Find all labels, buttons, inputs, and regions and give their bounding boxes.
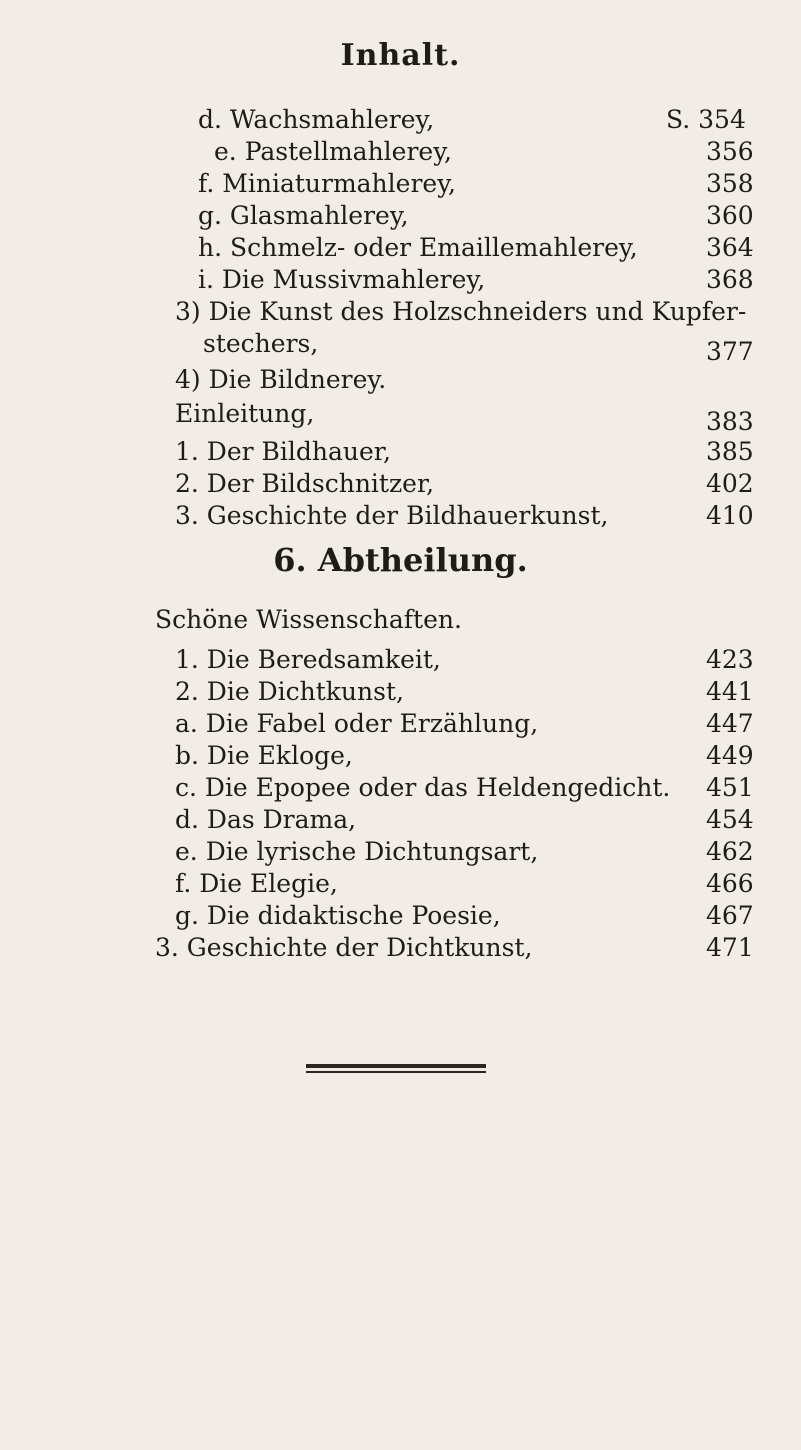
toc-entry: [0, 436, 801, 468]
toc-entry-page: 368: [706, 265, 754, 294]
toc-entry: [0, 868, 801, 900]
toc-entry-page: 410: [706, 501, 754, 530]
toc-entry-label: c. Die Epopee oder das Heldengedicht.: [175, 773, 671, 802]
toc-entry-page: 462: [706, 837, 754, 866]
toc-entry-page: 377: [706, 337, 754, 366]
ornamental-divider: [306, 1064, 486, 1068]
toc-entry-page: 447: [706, 709, 754, 738]
toc-entry: [0, 296, 801, 328]
toc-entry: [0, 364, 801, 396]
toc-entry-page: 467: [706, 901, 754, 930]
toc-entry: [0, 836, 801, 868]
toc-entry: [0, 468, 801, 500]
toc-entry-label: stechers,: [203, 329, 319, 358]
section-subheading-row: [0, 604, 801, 636]
toc-entry: [0, 644, 801, 676]
toc-entry: [0, 500, 801, 532]
toc-entry-page: 423: [706, 645, 754, 674]
toc-entry-page: 441: [706, 677, 754, 706]
toc-entry-page: 356: [706, 137, 754, 166]
toc-entry-label: g. Die didaktische Poesie,: [175, 901, 501, 930]
toc-entry-page: 385: [706, 437, 754, 466]
toc-entry-label: 1. Die Beredsamkeit,: [175, 645, 441, 674]
toc-entry-page: 454: [706, 805, 754, 834]
toc-entry: [0, 168, 801, 200]
toc-entry: [0, 900, 801, 932]
toc-entry: [0, 104, 801, 136]
toc-entry-label: Einleitung,: [175, 399, 315, 428]
toc-entry-label: i. Die Mussivmahlerey,: [198, 265, 486, 294]
toc-entry-label: e. Pastellmahlerey,: [214, 137, 452, 166]
toc-entry: [0, 740, 801, 772]
toc-entry-page: 358: [706, 169, 754, 198]
toc-entry-page: 402: [706, 469, 754, 498]
toc-entry-label: 2. Der Bildschnitzer,: [175, 469, 435, 498]
toc-entry-page: 471: [706, 933, 754, 962]
section-subheading: Schöne Wissenschaften.: [155, 605, 462, 634]
page-header: Inhalt.: [340, 38, 461, 73]
toc-entry-label: 3. Geschichte der Bildhauerkunst,: [175, 501, 609, 530]
toc-entry-label: e. Die lyrische Dichtungsart,: [175, 837, 539, 866]
toc-entry-page: 449: [706, 741, 754, 770]
toc-entry-label: 3) Die Kunst des Holzschneiders und Kupfer-: [175, 297, 747, 326]
toc-entry-label: d. Wachsmahlerey,: [198, 105, 435, 134]
toc-entry: [0, 264, 801, 296]
toc-entry-page: S. 354: [666, 105, 746, 134]
toc-entry-label: b. Die Ekloge,: [175, 741, 353, 770]
toc-entry: [0, 232, 801, 264]
toc-entry: [0, 708, 801, 740]
toc-entry-label: f. Miniaturmahlerey,: [198, 169, 456, 198]
toc-entry-page: 360: [706, 201, 754, 230]
toc-entry-label: d. Das Drama,: [175, 805, 357, 834]
toc-entry: [0, 676, 801, 708]
toc-entry: [0, 328, 801, 366]
toc-entry-page: 451: [706, 773, 754, 802]
toc-entry-label: f. Die Elegie,: [175, 869, 338, 898]
toc-entry-page: 383: [706, 407, 754, 436]
toc-entry-label: 3. Geschichte der Dichtkunst,: [155, 933, 533, 962]
toc-entry: [0, 932, 801, 964]
toc-entry: [0, 398, 801, 436]
toc-entry: [0, 772, 801, 804]
toc-entry-label: 1. Der Bildhauer,: [175, 437, 391, 466]
toc-entry-label: 4) Die Bildnerey.: [175, 365, 387, 394]
toc-entry: [0, 804, 801, 836]
toc-entry-page: 364: [706, 233, 754, 262]
toc-entry-label: a. Die Fabel oder Erzählung,: [175, 709, 539, 738]
toc-entry: [0, 200, 801, 232]
section-heading: 6. Abtheilung.: [273, 541, 528, 579]
toc-entry-page: 466: [706, 869, 754, 898]
toc-entry-label: 2. Die Dichtkunst,: [175, 677, 404, 706]
toc-entry: [0, 136, 801, 168]
toc-entry-label: h. Schmelz- oder Emaillemahlerey,: [198, 233, 638, 262]
toc-entry-label: g. Glasmahlerey,: [198, 201, 409, 230]
